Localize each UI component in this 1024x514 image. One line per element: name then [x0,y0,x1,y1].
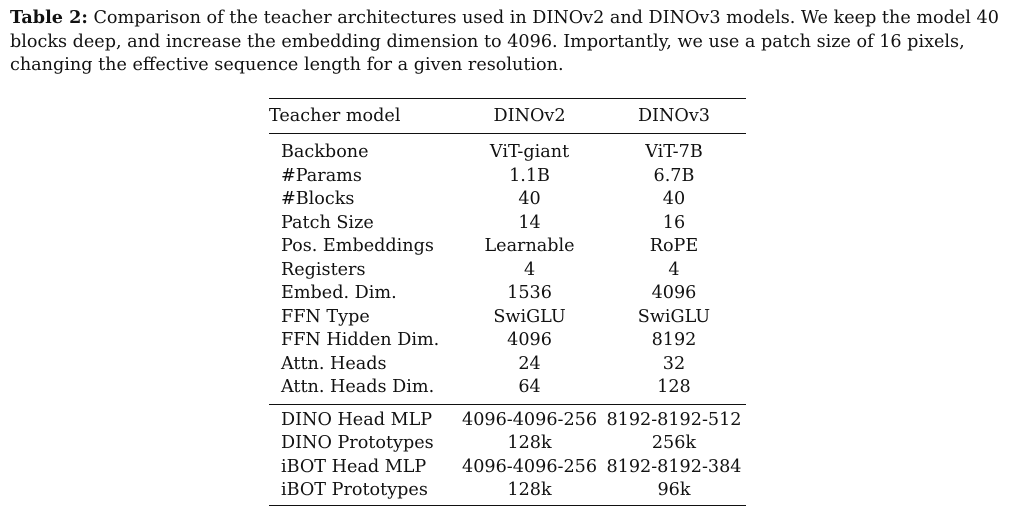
table-row [269,134,746,165]
row-label: Patch Size [281,212,374,233]
table-cell: Learnable [484,236,575,256]
row-label: Attn. Heads [281,353,387,374]
table-cell: 128k [457,479,602,505]
table-row [269,282,746,306]
table-row [269,376,746,404]
table-cell: 40 [518,189,541,209]
table-row [269,306,746,330]
table-cell: 4 [668,259,680,280]
row-label: Embed. Dim. [281,283,397,303]
table-cell: 256k [651,433,697,453]
table-cell: 4096 [651,283,697,303]
table-cell: 128k [507,433,552,453]
table-cell: 40 [662,189,686,209]
table-row [269,188,746,212]
table-cell: 1536 [507,283,552,303]
table-row [269,235,746,259]
caption-label: Table 2: [10,7,88,28]
table-cell: 64 [457,376,602,404]
table-cell: RoPE [649,236,699,256]
table-cell: 24 [518,353,541,374]
table-header-row [269,99,746,134]
table-cell: 4096-4096-256 [462,456,598,477]
row-label: Attn. Heads Dim. [269,376,457,404]
table-row [269,432,746,456]
row-label: iBOT Head MLP [281,456,427,477]
table-cell: 1.1B [509,165,550,186]
table-row [269,456,746,480]
comparison-table [269,98,746,506]
table-cell: 128 [602,376,746,404]
table-cell: 14 [518,212,541,233]
table-caption [10,6,1015,78]
row-label: Registers [281,259,366,280]
table-row [269,259,746,283]
table-cell: SwiGLU [493,306,566,327]
table-row [269,353,746,377]
column-header: DINOv3 [602,99,746,134]
column-header: Teacher model [269,99,457,134]
row-label: iBOT Prototypes [269,479,457,505]
table-cell: 8192-8192-512 [606,409,742,430]
row-label: Pos. Embeddings [281,236,434,256]
table-cell: 96k [602,479,746,505]
table-cell: 4 [523,259,536,280]
table-cell: 32 [662,353,686,374]
row-label: #Params [281,165,362,186]
table-cell: 6.7B [653,165,695,186]
table-cell: 4096-4096-256 [462,409,598,430]
table-cell: 4096 [507,330,552,350]
table-row [269,404,746,432]
table-cell: ViT-7B [645,142,703,162]
table-cell: SwiGLU [637,306,711,327]
table-cell: 8192 [651,330,697,350]
row-label: DINO Head MLP [281,409,433,430]
row-label: FFN Type [281,306,370,327]
table-cell: ViT-giant [489,142,570,162]
table-row [269,212,746,236]
row-label: DINO Prototypes [281,433,434,453]
architecture-rows [269,134,746,405]
head-rows [269,404,746,505]
table-cell: 16 [662,212,686,233]
caption-text: Comparison of the teacher architectures used in DINOv2 and DINOv3 models. We keep the model 40 blocks deep, and increase the embedding dimension to 4096. Importantly, we use a patch size of 16 pixels, changing the effective sequence length for a given resolution. [10,8,999,75]
row-label: Backbone [281,142,369,162]
table-cell: 8192-8192-384 [606,456,742,477]
row-label: #Blocks [281,189,355,209]
column-header: DINOv2 [457,99,602,134]
row-label: FFN Hidden Dim. [281,330,440,350]
table-row [269,165,746,189]
table-row [269,479,746,505]
table-row [269,329,746,353]
comparison-table-container [269,98,746,506]
